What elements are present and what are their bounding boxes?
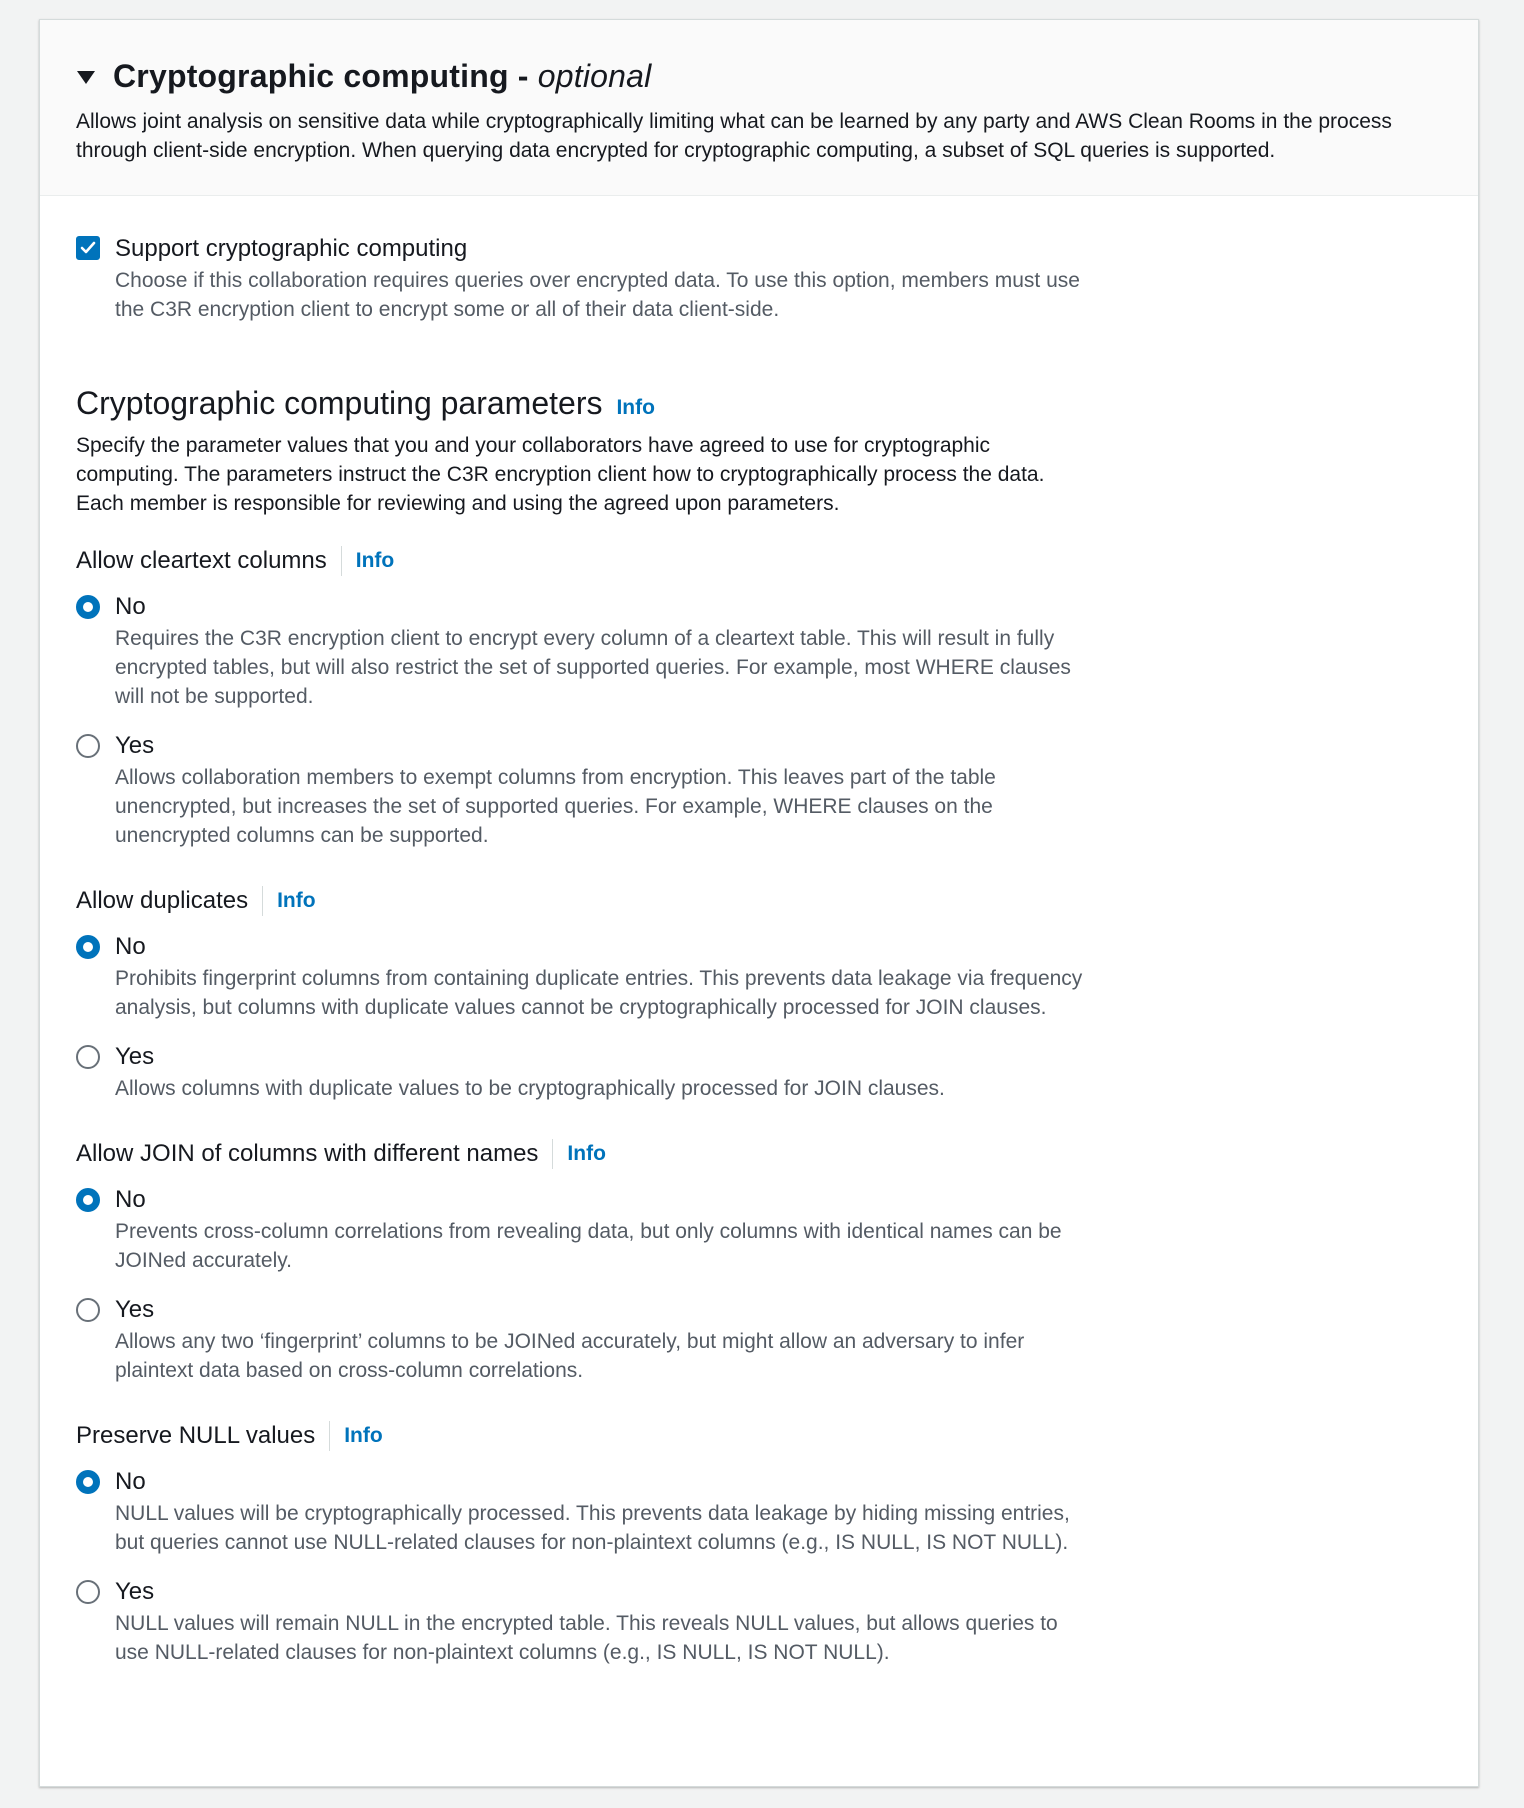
- radio-option-no[interactable]: [76, 592, 1442, 711]
- radio-option-yes[interactable]: [76, 1295, 1442, 1385]
- radio-option-yes[interactable]: [76, 1577, 1442, 1667]
- group-label: Allow duplicates: [76, 887, 249, 914]
- radio-option-yes[interactable]: [76, 731, 1442, 850]
- radio-description: Allows columns with duplicate values to be cryptographically processed for JOIN clauses.: [115, 1077, 945, 1100]
- divider: [341, 546, 342, 576]
- radio-label[interactable]: No: [115, 933, 146, 960]
- panel-description: Allows joint analysis on sensitive data while cryptographically limiting what can be learned by any party and AWS Clean Rooms in the process through client-side encryption. When querying data encrypted for cryptographic computing, a subset of SQL queries is supported.: [76, 110, 1392, 162]
- support-crypto-checkbox[interactable]: [76, 236, 100, 260]
- group-label: Allow JOIN of columns with different names: [76, 1140, 539, 1167]
- group-allow-duplicates: [76, 884, 1442, 1103]
- radio-description: Prevents cross-column correlations from revealing data, but only columns with identical names can be JOINed accurately.: [115, 1220, 1062, 1272]
- radio-button[interactable]: [76, 1188, 100, 1212]
- radio-label[interactable]: Yes: [115, 732, 155, 759]
- radio-label[interactable]: No: [115, 1186, 146, 1213]
- radio-option-no[interactable]: [76, 1185, 1442, 1275]
- radio-description: Requires the C3R encryption client to encrypt every column of a cleartext table. This will result in fully encrypted tables, but will also restrict the set of supported queries. For example, most WHERE clauses will not be supported.: [115, 627, 1071, 708]
- divider: [329, 1421, 330, 1451]
- radio-description: Allows any two ‘fingerprint’ columns to be JOINed accurately, but might allow an adversary to infer plaintext data based on cross-column correlations.: [115, 1330, 1025, 1382]
- radio-description: NULL values will remain NULL in the encrypted table. This reveals NULL values, but allows queries to use NULL-related clauses for non-plaintext columns (e.g., IS NULL, IS NOT NULL).: [115, 1612, 1058, 1664]
- expand-toggle[interactable]: [76, 58, 1442, 95]
- support-crypto-label[interactable]: Support cryptographic computing: [115, 235, 468, 262]
- panel-title[interactable]: [113, 58, 651, 95]
- group-allow-cleartext-columns: [76, 544, 1442, 850]
- info-link[interactable]: Info: [277, 889, 316, 912]
- group-label: Preserve NULL values: [76, 1422, 316, 1449]
- radio-button[interactable]: [76, 1580, 100, 1604]
- info-link[interactable]: Info: [567, 1142, 606, 1165]
- group-preserve-null-values: [76, 1419, 1442, 1667]
- parameters-heading: [76, 383, 1442, 423]
- parameters-info-link[interactable]: Info: [616, 396, 655, 419]
- radio-description: Prohibits fingerprint columns from containing duplicate entries. This prevents data leakage via frequency analysis, but columns with duplicate values cannot be cryptographically processed for JOIN clauses.: [115, 967, 1083, 1019]
- panel-title-optional: optional: [537, 58, 652, 94]
- cryptographic-computing-panel: [39, 19, 1479, 1787]
- checkmark-icon: [80, 241, 96, 255]
- radio-button[interactable]: [76, 1470, 100, 1494]
- caret-down-icon[interactable]: [77, 71, 95, 84]
- group-allow-join-different-names: [76, 1137, 1442, 1385]
- panel-body: [40, 196, 1478, 1667]
- radio-label[interactable]: No: [115, 593, 146, 620]
- radio-label[interactable]: Yes: [115, 1578, 155, 1605]
- parameters-title: Cryptographic computing parameters: [76, 385, 603, 421]
- group-label: Allow cleartext columns: [76, 547, 327, 574]
- radio-button[interactable]: [76, 935, 100, 959]
- radio-label[interactable]: Yes: [115, 1296, 155, 1323]
- info-link[interactable]: Info: [344, 1424, 383, 1447]
- radio-button[interactable]: [76, 1298, 100, 1322]
- radio-label[interactable]: No: [115, 1468, 146, 1495]
- radio-button[interactable]: [76, 595, 100, 619]
- divider: [552, 1139, 553, 1169]
- radio-option-no[interactable]: [76, 932, 1442, 1022]
- radio-description: NULL values will be cryptographically processed. This prevents data leakage by hiding missing entries, but queries cannot use NULL-related clauses for non-plaintext columns (e.g., IS NULL, IS NOT NULL).: [115, 1502, 1070, 1554]
- radio-option-yes[interactable]: [76, 1042, 1442, 1103]
- divider: [262, 886, 263, 916]
- info-link[interactable]: Info: [355, 549, 395, 572]
- radio-description: Allows collaboration members to exempt columns from encryption. This leaves part of the table unencrypted, but increases the set of supported queries. For example, WHERE clauses on the unencrypted columns can be supported.: [115, 766, 996, 847]
- support-crypto-checkbox-row[interactable]: [76, 234, 1442, 324]
- radio-button[interactable]: [76, 734, 100, 758]
- parameters-description: Specify the parameter values that you and your collaborators have agreed to use for cryptographic computing. The parameters instruct the C3R encryption client how to cryptographically process the data. Each member is responsible for reviewing and using the agreed upon parameters.: [76, 434, 1045, 515]
- support-crypto-description: Choose if this collaboration requires queries over encrypted data. To use this option, members must use the C3R encryption client to encrypt some or all of their data client-side.: [115, 269, 1080, 321]
- radio-label[interactable]: Yes: [115, 1043, 155, 1070]
- radio-option-no[interactable]: [76, 1467, 1442, 1557]
- panel-title-text: Cryptographic computing -: [113, 58, 538, 94]
- radio-button[interactable]: [76, 1045, 100, 1069]
- panel-header: [40, 20, 1478, 196]
